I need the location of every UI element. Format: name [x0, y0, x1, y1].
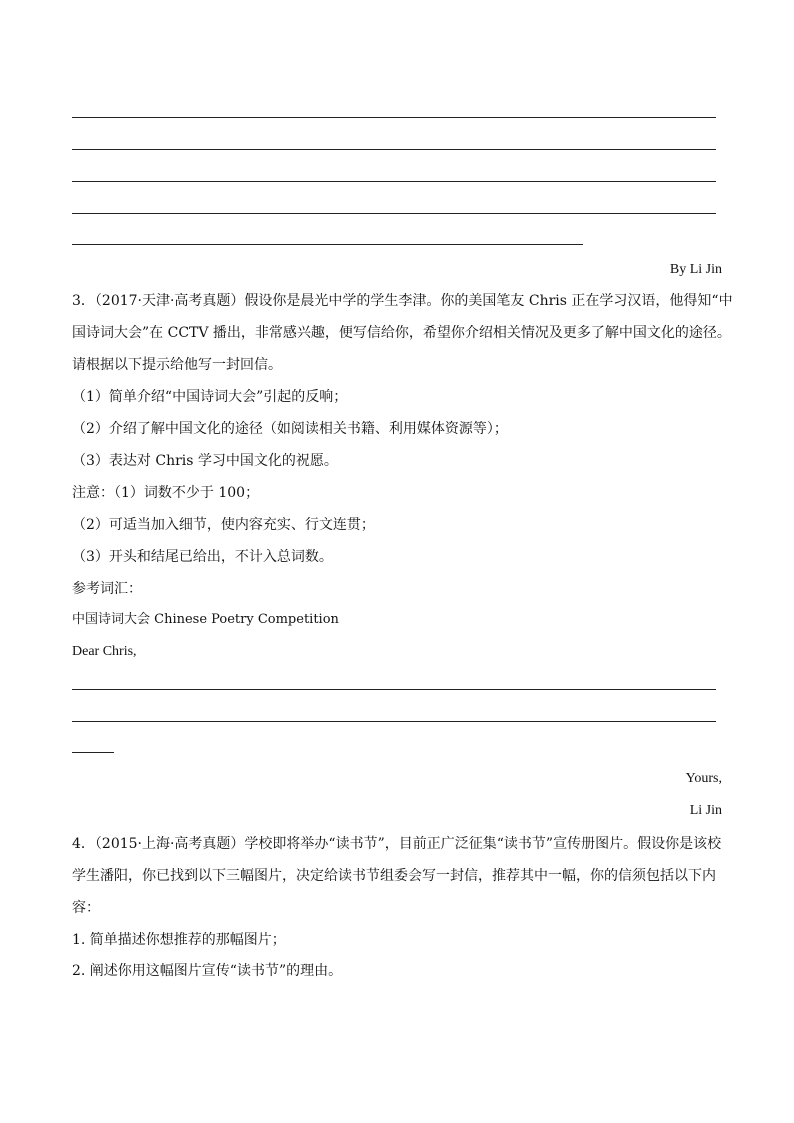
q4-prompt-line: 学生潘阳，你已找到以下三幅图片，决定给读书节组委会写一封信，推荐其中一幅，你的信须包括以下内	[72, 868, 716, 884]
answer-line	[72, 213, 716, 214]
q3-signature: Li Jin	[689, 803, 722, 818]
q4-point: 1. 简单描述你想推荐的那幅图片；	[72, 932, 286, 948]
q3-vocab: 中国诗词大会 Chinese Poetry Competition	[72, 612, 339, 627]
q3-vocab-label: 参考词汇：	[72, 581, 142, 597]
q4-prompt-line: 4．（2015·上海·高考真题）学校即将举办“读书节”，目前正广泛征集“读书节”宣传册图片。假设你是该校	[72, 836, 722, 852]
answer-line	[72, 181, 716, 182]
answer-line	[72, 117, 716, 118]
q3-note: （3）开头和结尾已给出，不计入总词数。	[72, 549, 333, 565]
q3-note: （2）可适当加入细节，使内容充实、行文连贯；	[72, 517, 375, 533]
q3-note-label: 注意：（1）词数不少于 100；	[72, 485, 260, 501]
answer-line	[72, 149, 716, 150]
answer-line-short	[72, 244, 583, 245]
q3-point: （3）表达对 Chris 学习中国文化的祝愿。	[72, 453, 338, 469]
q3-prompt-line: 国诗词大会”在 CCTV 播出，非常感兴趣，便写信给你，希望你介绍相关情况及更多了解中国文化的途径。	[72, 325, 731, 341]
q4-point: 2. 阐述你用这幅图片宣传“读书节”的理由。	[72, 963, 343, 979]
q3-closing: Yours,	[685, 771, 722, 786]
q4-prompt-line: 容：	[72, 900, 100, 916]
letter-signature: By Li Jin	[669, 262, 722, 277]
q3-point: （2）介绍了解中国文化的途径（如阅读相关书籍、利用媒体资源等）；	[72, 421, 508, 437]
answer-line	[72, 689, 716, 690]
q3-greeting: Dear Chris,	[72, 644, 137, 659]
q3-prompt-line: 请根据以下提示给他写一封回信。	[72, 357, 282, 373]
q3-point: （1）简单介绍“中国诗词大会”引起的反响；	[72, 389, 348, 405]
q3-prompt-line: 3．（2017·天津·高考真题）假设你是晨光中学的学生李津。你的美国笔友 Chris 正在学习汉语，他得知“中	[72, 293, 733, 309]
answer-line-short	[72, 752, 114, 753]
answer-line	[72, 721, 716, 722]
